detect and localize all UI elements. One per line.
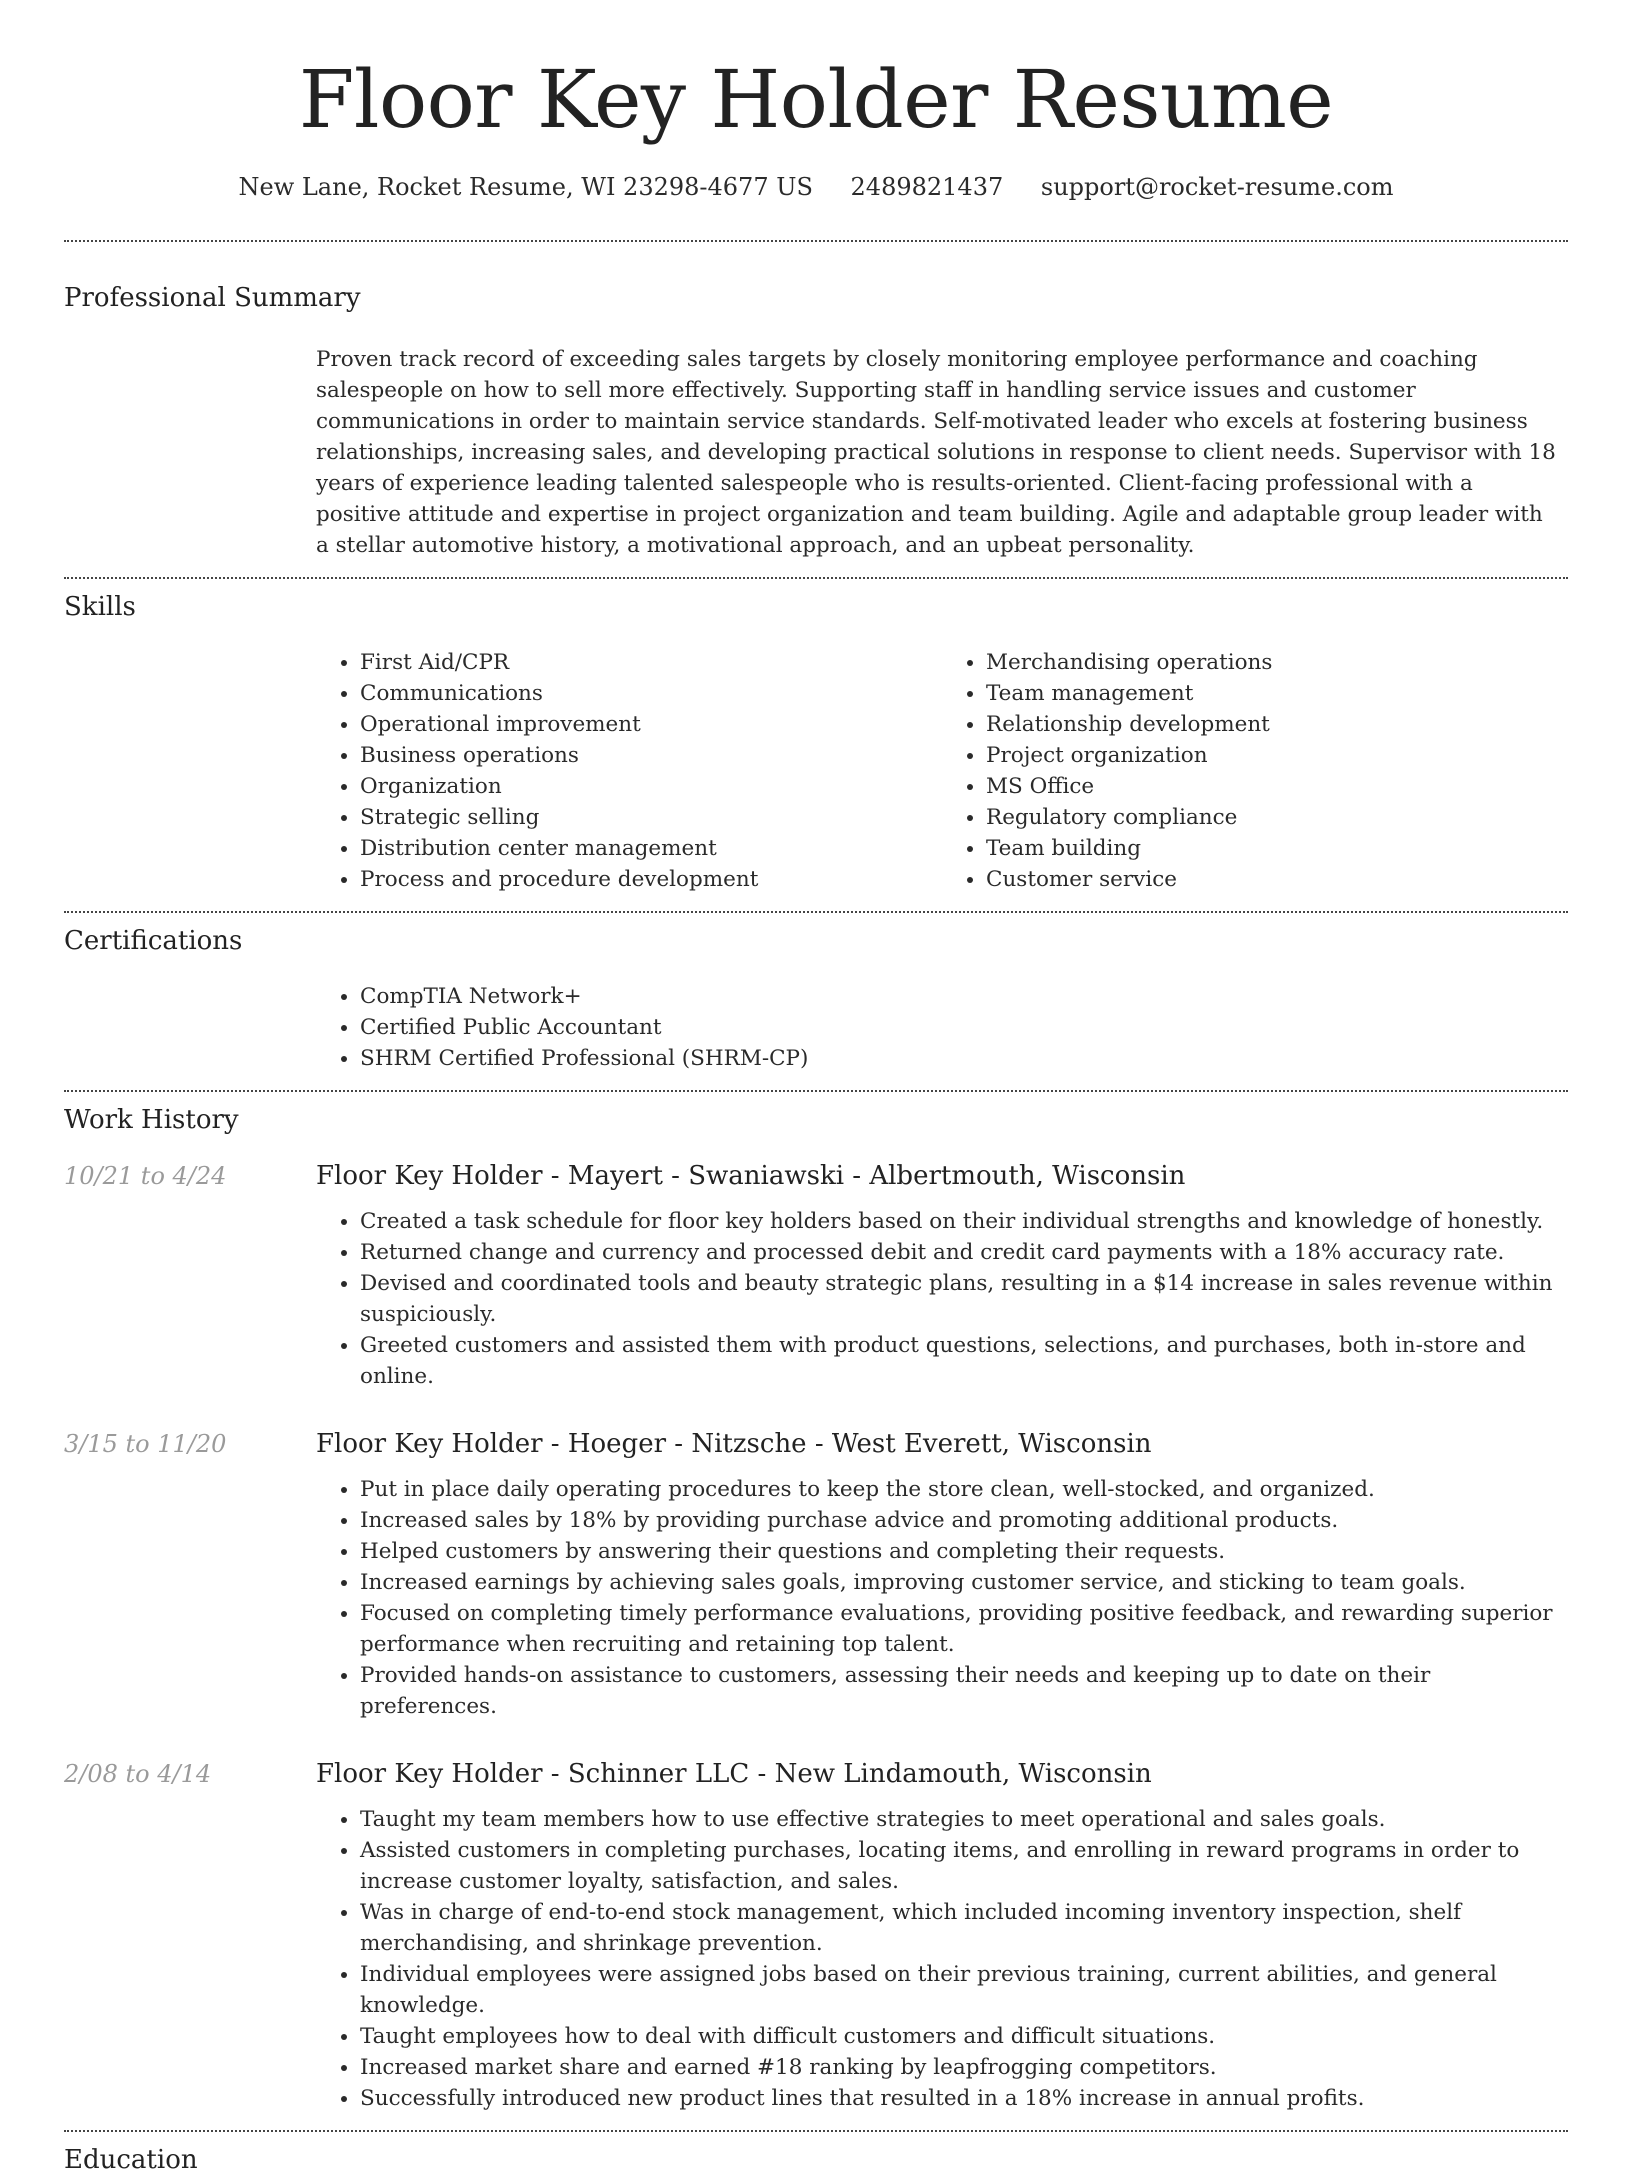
skill-item: • Regulatory compliance [986,802,1568,833]
job-date: 3/15 to 11/20 [64,1430,227,1458]
skill-item: • First Aid/CPR [360,647,942,678]
job-duties [316,1474,1568,1722]
resume-title: Floor Key Holder Resume [298,53,1334,146]
job-duty: • Successfully introduced new product lines that resulted in a 18% increase in annual profits. [360,2083,1568,2114]
job-duties-list [316,1804,1568,2114]
summary-text: Proven track record of exceeding sales targets by closely monitoring employee performance and coaching salespeople on how to sell more effectively. Supporting staff in handling service issues and customer communications in order to maintain service standards. Self-motivated leader who excels at fostering business relationships, increasing sales, and developing practical solutions in response to client needs. Supervisor with 18 years of experience leading talented salespeople who is results-oriented. Client-facing professional with a positive attitude and expertise in project organization and team building. Agile and adaptable group leader with a stellar automotive history, a motivational approach, and an upbeat personality. [316,347,1556,558]
skills-heading: Skills [64,592,136,622]
job-duty: • Individual employees were assigned jobs based on their previous training, current abilities, and general knowledge. [360,1959,1568,2021]
skill-item: • Operational improvement [360,709,942,740]
contact-line [64,170,1568,204]
job-duty: • Provided hands-on assistance to customers, assessing their needs and keeping up to date on their preferences. [360,1660,1568,1722]
skills-list-left [316,647,942,895]
job-duty: • Assisted customers in completing purchases, locating items, and enrolling in reward programs in order to increase customer loyalty, satisfaction, and sales. [360,1835,1568,1897]
job-duty: • Put in place daily operating procedures to keep the store clean, well-stocked, and organized. [360,1474,1568,1505]
job-duties-list [316,1206,1568,1392]
certification-item: • Certified Public Accountant [360,1012,1568,1043]
job-duties [316,1206,1568,1392]
job-entry [64,1160,1568,1392]
job-duty: • Greeted customers and assisted them with product questions, selections, and purchases, both in-store and online. [360,1330,1568,1392]
certifications-content [316,981,1568,1074]
skill-item: • MS Office [986,771,1568,802]
skill-item: • Customer service [986,864,1568,895]
job-date: 10/21 to 4/24 [64,1162,227,1190]
job-date: 2/08 to 4/14 [64,1760,212,1788]
skill-item: • Business operations [360,740,942,771]
summary-section [64,242,1568,561]
job-duty: • Increased earnings by achieving sales goals, improving customer service, and sticking to team goals. [360,1567,1568,1598]
job-entry [64,1428,1568,1722]
job-duty: • Was in charge of end-to-end stock management, which included incoming inventory inspection, shelf merchandising, and shrinkage prevention. [360,1897,1568,1959]
job-duty: • Focused on completing timely performance evaluations, providing positive feedback, and rewarding superior performance when recruiting and retaining top talent. [360,1598,1568,1660]
job-entry [64,1758,1568,2114]
job-title: Floor Key Holder - Mayert - Swaniawski - Albertmouth, Wisconsin [316,1161,1186,1191]
skill-item: • Team building [986,833,1568,864]
skill-item: • Team management [986,678,1568,709]
skill-item: • Project organization [986,740,1568,771]
skill-item: • Relationship development [986,709,1568,740]
job-duty: • Devised and coordinated tools and beauty strategic plans, resulting in a $14 increase in sales revenue within suspiciously. [360,1268,1568,1330]
contact-address: New Lane, Rocket Resume, WI 23298-4677 US [238,173,813,201]
education-section [64,2132,1568,2176]
job-duty: • Taught my team members how to use effective strategies to meet operational and sales goals. [360,1804,1568,1835]
job-duty: • Taught employees how to deal with difficult customers and difficult situations. [360,2021,1568,2052]
skills-list-right [942,647,1568,895]
skills-columns [316,647,1568,895]
job-duty: • Returned change and currency and processed debit and credit card payments with a 18% accuracy rate. [360,1237,1568,1268]
job-duties-list [316,1474,1568,1722]
skill-item: • Organization [360,771,942,802]
skill-item: • Strategic selling [360,802,942,833]
skill-item: • Distribution center management [360,833,942,864]
contact-phone: 2489821437 [850,173,1004,201]
skill-item: • Process and procedure development [360,864,942,895]
skill-item: • Communications [360,678,942,709]
job-duties [316,1804,1568,2114]
certification-item: • CompTIA Network+ [360,981,1568,1012]
job-title: Floor Key Holder - Schinner LLC - New Lindamouth, Wisconsin [316,1759,1152,1789]
skills-section [64,579,1568,895]
certifications-section [64,913,1568,1074]
contact-email: support@rocket-resume.com [1040,173,1394,201]
summary-heading: Professional Summary [64,283,361,313]
certifications-heading: Certifications [64,926,243,956]
work-history-section [64,1092,1568,2114]
skill-item: • Merchandising operations [986,647,1568,678]
job-duty: • Created a task schedule for floor key holders based on their individual strengths and knowledge of honestly. [360,1206,1568,1237]
work-history-heading: Work History [64,1105,239,1135]
certifications-list [316,981,1568,1074]
job-duty: • Increased market share and earned #18 ranking by leapfrogging competitors. [360,2052,1568,2083]
job-title: Floor Key Holder - Hoeger - Nitzsche - West Everett, Wisconsin [316,1429,1152,1459]
certification-item: • SHRM Certified Professional (SHRM-CP) [360,1043,1568,1074]
education-heading: Education [64,2145,198,2175]
job-duty: • Helped customers by answering their questions and completing their requests. [360,1536,1568,1567]
job-duty: • Increased sales by 18% by providing purchase advice and promoting additional products. [360,1505,1568,1536]
